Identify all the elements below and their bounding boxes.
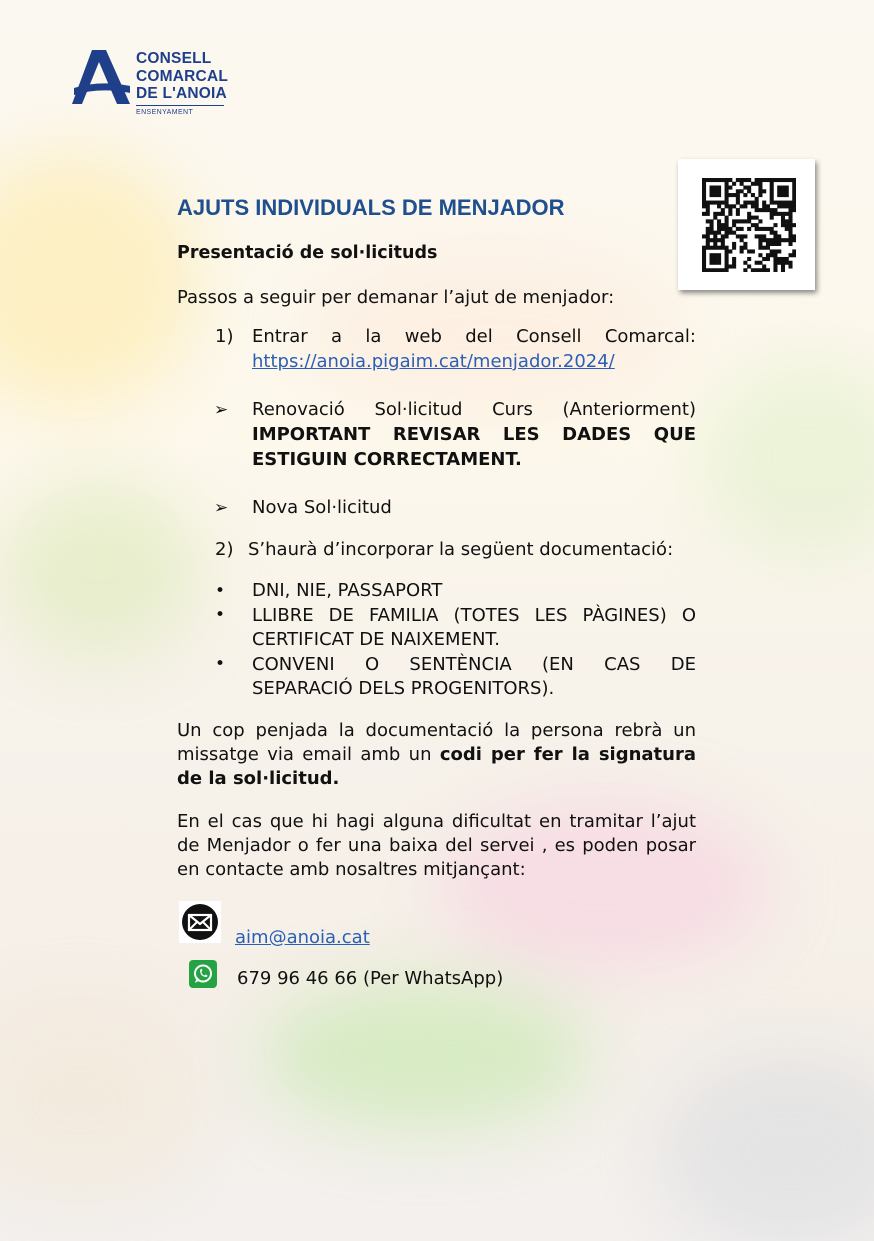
anoia-a-logo-icon <box>72 50 130 104</box>
option-nova: Nova Sol·licitud <box>252 497 392 518</box>
contact-phone: 679 96 46 66 (Per WhatsApp) <box>237 968 504 989</box>
consell-comarcal-logo <box>72 48 232 124</box>
arrow-bullet-icon: ➢ <box>214 400 229 420</box>
page-title: AJUTS INDIVIDUALS DE MENJADOR <box>177 195 565 220</box>
step-2-text: S’haurà d’incorporar la següent documentació: <box>248 539 674 560</box>
doc-item-2-line-1: LLIBRE DE FAMILIA (TOTES LES PÀGINES) O <box>252 605 696 626</box>
para-2-line-3: en contacte amb nosaltres mitjançant: <box>177 859 526 880</box>
important-note-line-2: ESTIGUIN CORRECTAMENT. <box>252 449 522 470</box>
para-1-plain: missatge via email amb un <box>177 744 440 765</box>
arrow-bullet-icon: ➢ <box>214 498 229 518</box>
para-1-bold: codi per fer la signatura <box>439 744 697 765</box>
logo-subtitle: ENSENYAMENT <box>136 109 194 116</box>
intro-text: Passos a seguir per demanar l’ajut de menjador: <box>177 287 615 308</box>
doc-item-3-line-2: SEPARACIÓ DELS PROGENITORS). <box>252 678 555 699</box>
doc-item-3-line-1: CONVENI O SENTÈNCIA (EN CAS DE <box>252 654 696 675</box>
para-1-line-2 <box>177 743 696 768</box>
contact-email-link[interactable]: aim@anoia.cat <box>235 927 370 948</box>
step-1-text: Entrar a la web del Consell Comarcal: <box>252 326 696 347</box>
section-subtitle: Presentació de sol·licituds <box>177 243 438 263</box>
para-1-line-3: de la sol·licitud. <box>177 768 340 789</box>
logo-divider <box>136 105 224 106</box>
logo-line-3: DE L'ANOIA <box>136 85 227 102</box>
doc-item-1: DNI, NIE, PASSAPORT <box>252 580 443 601</box>
whatsapp-icon <box>189 960 217 988</box>
bullet-icon: • <box>215 654 226 674</box>
option-renovacio: Renovació Sol·licitud Curs (Anteriorment) <box>252 399 696 420</box>
logo-line-2: COMARCAL <box>136 68 229 85</box>
step-2-number: 2) <box>215 539 234 560</box>
menjador-web-link[interactable]: https://anoia.pigaim.cat/menjador.2024/ <box>252 351 615 372</box>
para-2-line-1: En el cas que hi hagi alguna dificultat en tramitar l’ajut <box>177 811 696 832</box>
para-2-line-2: de Menjador o fer una baixa del servei , es poden posar <box>177 835 696 856</box>
bullet-icon: • <box>215 605 226 625</box>
logo-line-1: CONSELL <box>136 50 212 67</box>
para-1-line-1: Un cop penjada la documentació la persona rebrà un <box>177 720 696 741</box>
important-note-line-1: IMPORTANT REVISAR LES DADES QUE <box>252 424 696 445</box>
step-1-number: 1) <box>215 326 234 347</box>
envelope-icon <box>179 901 221 943</box>
qr-code[interactable] <box>678 159 815 290</box>
qr-code-icon <box>702 178 796 272</box>
bullet-icon: • <box>215 581 226 601</box>
doc-item-2-line-2: CERTIFICAT DE NAIXEMENT. <box>252 629 501 650</box>
